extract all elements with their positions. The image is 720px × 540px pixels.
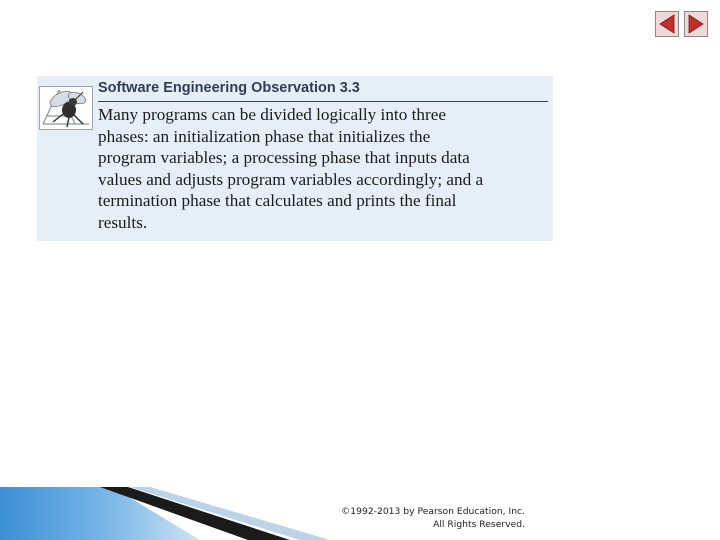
observation-icon bbox=[39, 86, 93, 130]
bug-icon bbox=[39, 86, 93, 130]
title-divider bbox=[98, 101, 548, 102]
observation-text-line: program variables; a processing phase that inputs data bbox=[98, 148, 470, 167]
observation-text-line: Many programs can be divided logically into three bbox=[98, 105, 446, 124]
observation-title: Software Engineering Observation 3.3 bbox=[98, 80, 360, 96]
triangle-left-icon bbox=[656, 12, 678, 36]
triangle-right-icon bbox=[685, 12, 707, 36]
copyright-notice bbox=[280, 505, 525, 531]
observation-text-line: phases: an initialization phase that initializes the bbox=[98, 126, 431, 146]
previous-slide-button[interactable] bbox=[655, 11, 679, 37]
observation-text-line: results. bbox=[98, 212, 148, 232]
copyright-line: ©1992-2013 by Pearson Education, Inc. bbox=[341, 506, 525, 517]
observation-text bbox=[98, 104, 553, 233]
next-slide-button[interactable] bbox=[684, 11, 708, 37]
observation-text-line: values and adjusts program variables accordingly; and a bbox=[98, 169, 484, 189]
copyright-line: All Rights Reserved. bbox=[433, 519, 525, 530]
observation-text-line: termination phase that calculates and prints the final bbox=[98, 191, 457, 210]
